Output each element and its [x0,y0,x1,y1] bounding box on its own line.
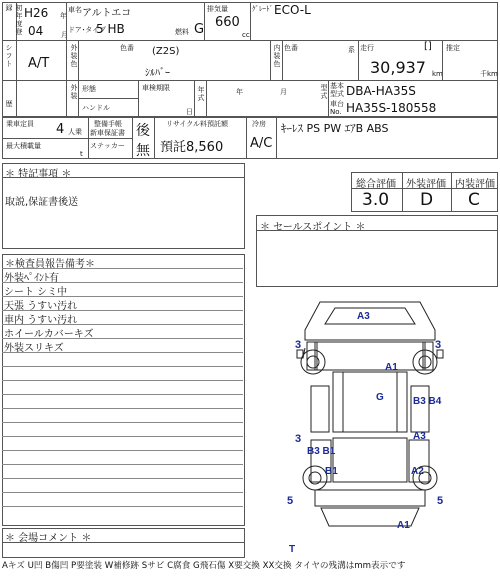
car-name: アルトエコ [82,8,132,19]
air-conditioning: A/C [250,136,273,151]
model-type: DBA-HA35S [346,84,416,98]
sales-point-title: ＊ セールスポイント ＊ [260,222,366,233]
venue-comment-title: ＊ 会場コメント ＊ [5,533,92,544]
mark-front-left: 3 [295,339,302,351]
inspector-notes-title: ＊検査員報告備考＊ [5,259,95,270]
ruled-line [2,408,243,409]
capacity: 4 [56,122,65,137]
car-damage-diagram [275,290,465,558]
mark-roof: A3 [357,311,370,322]
door-type: 5 HB [96,22,125,36]
mark-rear-right-5: 5 [437,495,444,507]
mark-door-a1: A1 [385,362,398,373]
first-reg-label: 初年度登録 [5,4,23,36]
ruled-line [2,478,243,479]
reg-year: H26 [24,6,49,20]
sticker-mark: 無 [136,143,150,159]
mark-rear-left-b1: B1 [325,466,338,477]
ruled-line [2,366,243,367]
displacement: 660 [215,15,240,30]
mark-rear-left-b: B3 B1 [307,446,336,457]
fuel-type: G [194,22,205,37]
mark-bumper: A1 [397,520,410,531]
shift: A/T [28,56,50,71]
ruled-line [2,436,243,437]
equipment: ｷｰﾚｽ PS PW ｴｱB ABS [281,122,389,135]
note-line-3: 天張 うすい汚れ [4,301,78,312]
special-notes-text: 取説,保証書後送 [5,197,79,208]
ruled-line [2,506,243,507]
ruled-line [2,394,243,395]
recycle-fee: 預託8,560 [160,140,224,155]
note-line-2: シート シミ中 [4,287,68,298]
ruled-line [2,380,243,381]
overall-score: 3.0 [362,190,390,210]
mark-glass: G [376,392,384,403]
legend: Aキズ U凹 B傷凹 P要塗装 W補修跡 Sサビ C腐食 G飛石傷 X要交換 XX交換 タイヤの残溝はmm表示です [2,561,406,571]
mark-rear-right-a2: A2 [411,466,424,477]
ruled-line [2,464,243,465]
chassis-number: HA35S-180558 [346,101,437,115]
mileage: 30,937 [370,58,426,77]
maintenance-mark: 後 [136,123,150,139]
note-line-6: 外装スリキズ [4,343,64,354]
mark-rear-left-5: 5 [287,495,294,507]
grade: ECO-L [274,3,311,17]
special-notes-title: ＊ 特記事項 ＊ [5,169,72,180]
ruled-line [2,422,243,423]
mark-rear-right-b: B3 B4 [413,396,442,407]
color-code: (Z2S) [152,46,180,57]
note-line-4: 車内 うすい汚れ [4,315,78,326]
exterior-score: D [420,190,434,210]
interior-score: C [468,190,480,210]
mark-rear-right-a: A3 [413,431,426,442]
ruled-line [2,492,243,493]
reg-month: 04 [28,24,44,38]
mark-tail: T [289,544,296,555]
ruled-line [2,450,243,451]
note-line-1: 外装ﾍﾟｲﾝﾄ有 [4,273,59,284]
mark-rear-left-wheel: 3 [295,433,302,445]
mark-front-right: 3 [435,339,442,351]
color-name: ｼﾙﾊﾞｰ [145,68,170,79]
note-line-5: ホイールカバーキズ [4,329,94,340]
